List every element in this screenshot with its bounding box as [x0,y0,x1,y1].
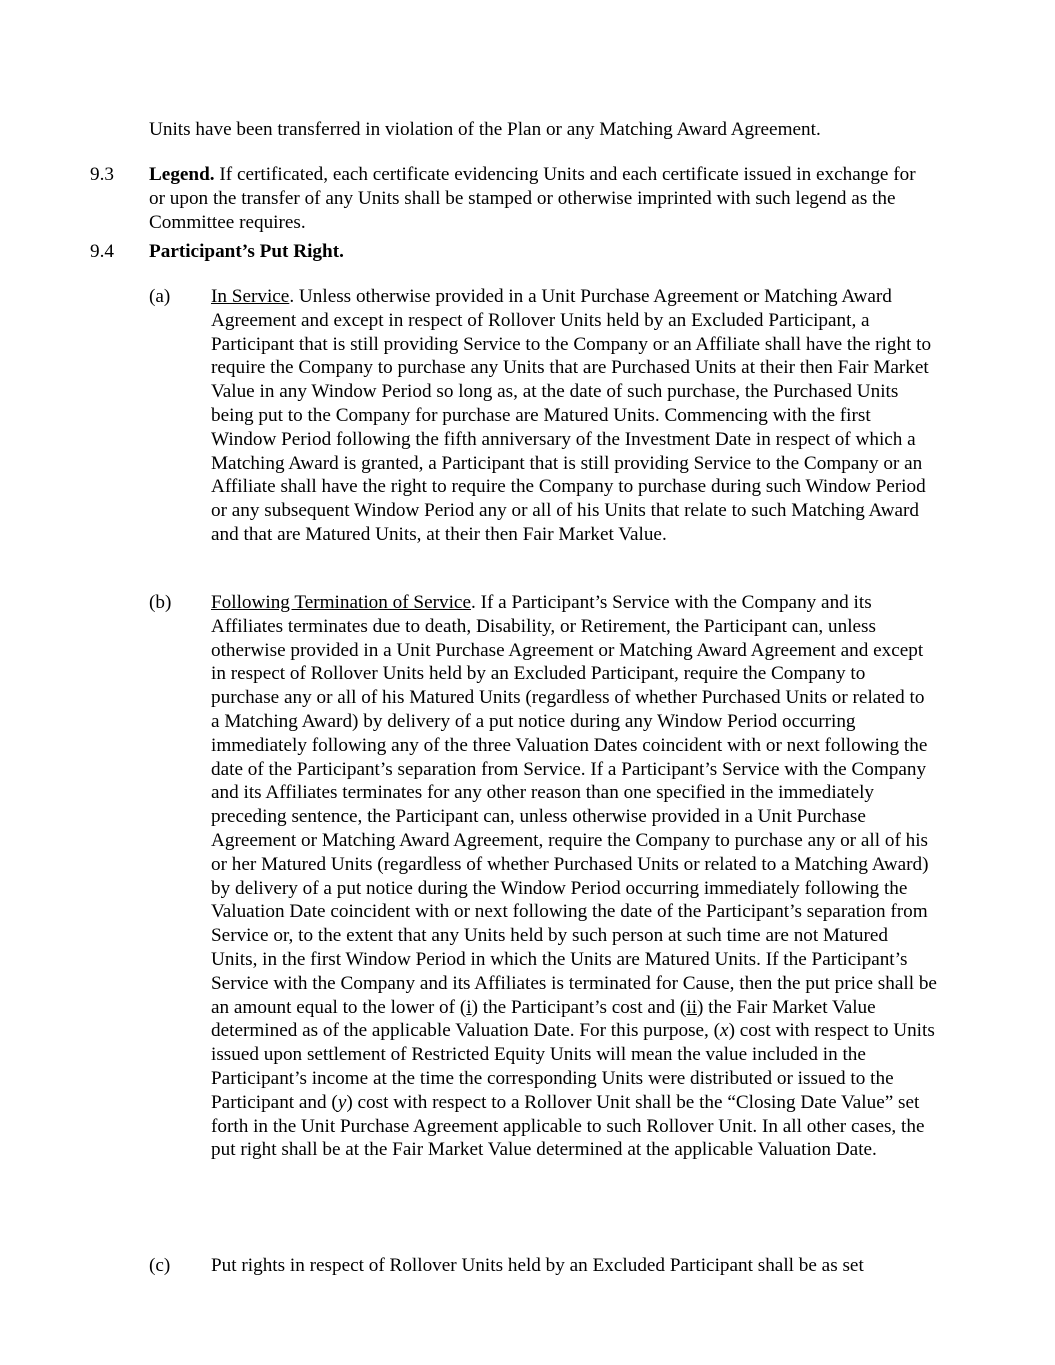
section-9-3-number: 9.3 [90,164,114,185]
item-c-paragraph: Put rights in respect of Rollover Units held by an Excluded Participant shall be as set [211,1255,864,1276]
item-b-title: Following Termination of Service [211,592,471,613]
section-9-3-heading: Legend. [149,164,215,185]
section-9-4-paragraph [149,240,939,264]
item-b-marker-x: x [720,1020,729,1042]
item-a-label: (a) [149,286,171,307]
item-b-body-1: . If a Participant’s Service with the Company and its Affiliates terminates due to death, Disability, or Retirement, the Participant can, unless otherwise provided in a Unit Purchase Agreement or Matching Award Agreement and except in respect of Rollover Units held by an Excluded Participant, require the Company to purchase any or all of his Matured Units (regardless of whether Purchased Units or related to a Matching Award) by delivery of a put notice during any Window Period occurring immediately following any of the three Valuation Dates coincident with or next following the date of the Participant’s separation from Service. If a Participant’s Service with the Company and its Affiliates terminates for any other reason than one specified in the immediately preceding sentence, the Participant can, unless otherwise provided in a Unit Purchase Agreement or Matching Award Agreement, require the Company to purchase any or all of his or her Matured Units (regardless of whether Purchased Units or related to a Matching Award) by delivery of a put notice during the Window Period occurring immediately following the Valuation Date coincident with or next following the date of the Participant’s separation from Service or, to the extent that any Units held by such person at such time are not Matured Units, in the first Window Period in which the Units are Matured Units. If the Participant’s Service with the Company and its Affiliates is terminated for Cause, then the put price shall be an amount equal to the lower of ( [211,592,937,1018]
item-a-body: . Unless otherwise provided in a Unit Purchase Agreement or Matching Award Agreement and except in respect of Rollover Units held by an Excluded Participant, a Participant that is still providing Service to the Company or an Affiliate shall have the right to require the Company to purchase any Units that are Purchased Units at their then Fair Market Value in any Window Period so long as, at the date of such purchase, the Purchased Units being put to the Company for purchase are Matured Units. Commencing with the first Window Period following the fifth anniversary of the Investment Date in respect of which a Matching Award is granted, a Participant that is still providing Service to the Company or an Affiliate shall have the right to require the Company to purchase during such Window Period or any subsequent Window Period any or all of his Units that relate to such Matching Award and that are Matured Units, at their then Fair Market Value. [211,286,932,545]
continuation-paragraph: Units have been transferred in violation of the Plan or any Matching Award Agreement. [149,119,821,140]
section-9-3-body: If certificated, each certificate evidencing Units and each certificate issued in exchange for or upon the transfer of any Units shall be stamped or otherwise imprinted with such legend as the Committee requires. [149,164,916,233]
item-a-title: In Service [211,286,290,307]
item-b-marker-i: i [466,996,472,1018]
item-a-paragraph [211,285,937,547]
item-b-paragraph [211,591,937,1162]
item-b-body-4: ) cost with respect to Units issued upon settlement of Restricted Equity Units will mean the value included in the Participant’s income at the time the corresponding Units were distributed or issued to the Participant and ( [211,1020,935,1113]
section-9-3-paragraph [149,163,919,234]
item-b-marker-y: y [337,1091,347,1113]
item-b-label: (b) [149,592,172,613]
section-9-4-number: 9.4 [90,241,114,262]
item-b-body-2: ) the Participant’s cost and ( [471,996,687,1018]
item-b-body-5: ) cost with respect to a Rollover Unit shall be the “Closing Date Value” set forth in the Unit Purchase Agreement applicable to such Rollover Unit. In all other cases, the put right shall be at the Fair Market Value determined at the applicable Valuation Date. [211,1091,925,1161]
item-c-label: (c) [149,1255,171,1276]
item-b-body-3: ) the Fair Market Value determined as of the applicable Valuation Date. For this purpose, ( [211,996,876,1042]
section-9-4-heading: Participant’s Put Right. [149,241,344,262]
item-b-marker-ii: ii [686,996,697,1018]
